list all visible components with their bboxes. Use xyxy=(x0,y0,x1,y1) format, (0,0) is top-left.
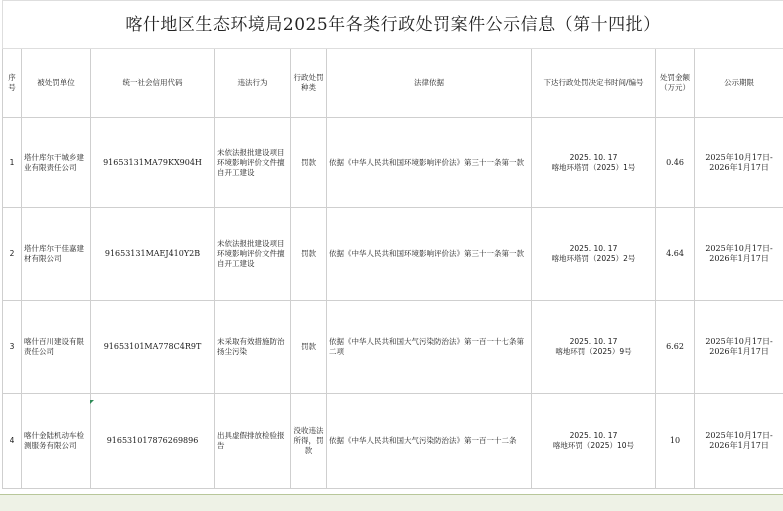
header-credit-code[interactable]: 统一社会信用代码 xyxy=(91,49,215,118)
cell-period[interactable] xyxy=(695,208,783,301)
header-decision[interactable]: 下达行政处罚决定书时间/编号 xyxy=(532,49,656,118)
comment-marker-icon xyxy=(90,400,94,404)
page-title[interactable]: 喀什地区生态环境局2025年各类行政处罚案件公示信息（第十四批） xyxy=(3,1,783,49)
cell-legal-basis[interactable]: 依据《中华人民共和国环境影响评价法》第三十一条第一款 xyxy=(327,118,532,208)
cell-period[interactable] xyxy=(695,118,783,208)
cell-violation[interactable]: 出具虚假排放检验报告 xyxy=(215,394,291,489)
cell-unit[interactable]: 塔什库尔干佳嘉建材有限公司 xyxy=(22,208,91,301)
decision-date: 2025. 10. 17 xyxy=(534,244,653,254)
table-row xyxy=(3,118,783,208)
period-start: 2025年10月17日- xyxy=(697,431,781,441)
period-end: 2026年1月17日 xyxy=(697,254,781,264)
cell-seq[interactable]: 2 xyxy=(3,208,22,301)
decision-date: 2025. 10. 17 xyxy=(534,431,653,441)
header-seq[interactable]: 序号 xyxy=(3,49,22,118)
decision-date: 2025. 10. 17 xyxy=(534,153,653,163)
decision-number: 喀地环塔罚（2025）2号 xyxy=(534,254,653,264)
cell-amount[interactable]: 6.62 xyxy=(656,301,695,394)
cell-legal-basis[interactable]: 依据《中华人民共和国大气污染防治法》第一百一十七条第二项 xyxy=(327,301,532,394)
cell-period[interactable] xyxy=(695,301,783,394)
cell-legal-basis[interactable]: 依据《中华人民共和国环境影响评价法》第三十一条第一款 xyxy=(327,208,532,301)
cell-unit[interactable]: 喀什金陆机动车检测服务有限公司 xyxy=(22,394,91,489)
cell-seq[interactable]: 3 xyxy=(3,301,22,394)
header-penalty-type[interactable]: 行政处罚种类 xyxy=(291,49,327,118)
decision-number: 喀地环罚（2025）10号 xyxy=(534,441,653,451)
cell-penalty-type[interactable]: 没收违法所得，罚款 xyxy=(291,394,327,489)
title-row xyxy=(3,1,783,49)
table-row xyxy=(3,301,783,394)
cell-violation[interactable]: 未采取有效措施防治扬尘污染 xyxy=(215,301,291,394)
cell-decision[interactable] xyxy=(532,118,656,208)
period-end: 2026年1月17日 xyxy=(697,163,781,173)
cell-penalty-type[interactable]: 罚款 xyxy=(291,208,327,301)
cell-violation[interactable]: 未依法报批建设项目环境影响评价文件擅自开工建设 xyxy=(215,118,291,208)
cell-amount[interactable]: 0.46 xyxy=(656,118,695,208)
header-legal-basis[interactable]: 法律依据 xyxy=(327,49,532,118)
period-start: 2025年10月17日- xyxy=(697,337,781,347)
cell-credit-code[interactable]: 916531017876269896 xyxy=(91,394,215,489)
cell-credit-code[interactable]: 91653131MAEJ410Y2B xyxy=(91,208,215,301)
cell-decision[interactable] xyxy=(532,394,656,489)
cell-seq[interactable]: 1 xyxy=(3,118,22,208)
cell-seq[interactable]: 4 xyxy=(3,394,22,489)
cell-penalty-type[interactable]: 罚款 xyxy=(291,301,327,394)
cell-decision[interactable] xyxy=(532,208,656,301)
cell-amount[interactable]: 10 xyxy=(656,394,695,489)
period-start: 2025年10月17日- xyxy=(697,244,781,254)
header-row xyxy=(3,49,783,118)
cell-unit[interactable]: 喀什百川建设有限责任公司 xyxy=(22,301,91,394)
table-row xyxy=(3,394,783,489)
cell-unit[interactable]: 塔什库尔干城乡建业有限责任公司 xyxy=(22,118,91,208)
decision-number: 喀地环塔罚（2025）1号 xyxy=(534,163,653,173)
cell-legal-basis[interactable]: 依据《中华人民共和国大气污染防治法》第一百一十二条 xyxy=(327,394,532,489)
cell-period[interactable] xyxy=(695,394,783,489)
cell-violation[interactable]: 未依法报批建设项目环境影响评价文件擅自开工建设 xyxy=(215,208,291,301)
header-violation[interactable]: 违法行为 xyxy=(215,49,291,118)
cell-credit-code[interactable]: 91653101MA778C4R9T xyxy=(91,301,215,394)
period-end: 2026年1月17日 xyxy=(697,441,781,451)
header-amount[interactable]: 处罚金额（万元） xyxy=(656,49,695,118)
table-row xyxy=(3,208,783,301)
decision-number: 喀地环罚（2025）9号 xyxy=(534,347,653,357)
header-period[interactable]: 公示期限 xyxy=(695,49,783,118)
next-row-strip[interactable] xyxy=(0,494,783,511)
penalty-table xyxy=(2,0,783,489)
cell-amount[interactable]: 4.64 xyxy=(656,208,695,301)
period-start: 2025年10月17日- xyxy=(697,153,781,163)
header-unit[interactable]: 被处罚单位 xyxy=(22,49,91,118)
cell-penalty-type[interactable]: 罚款 xyxy=(291,118,327,208)
cell-credit-code[interactable]: 91653131MA79KX904H xyxy=(91,118,215,208)
period-end: 2026年1月17日 xyxy=(697,347,781,357)
cell-decision[interactable] xyxy=(532,301,656,394)
decision-date: 2025. 10. 17 xyxy=(534,337,653,347)
